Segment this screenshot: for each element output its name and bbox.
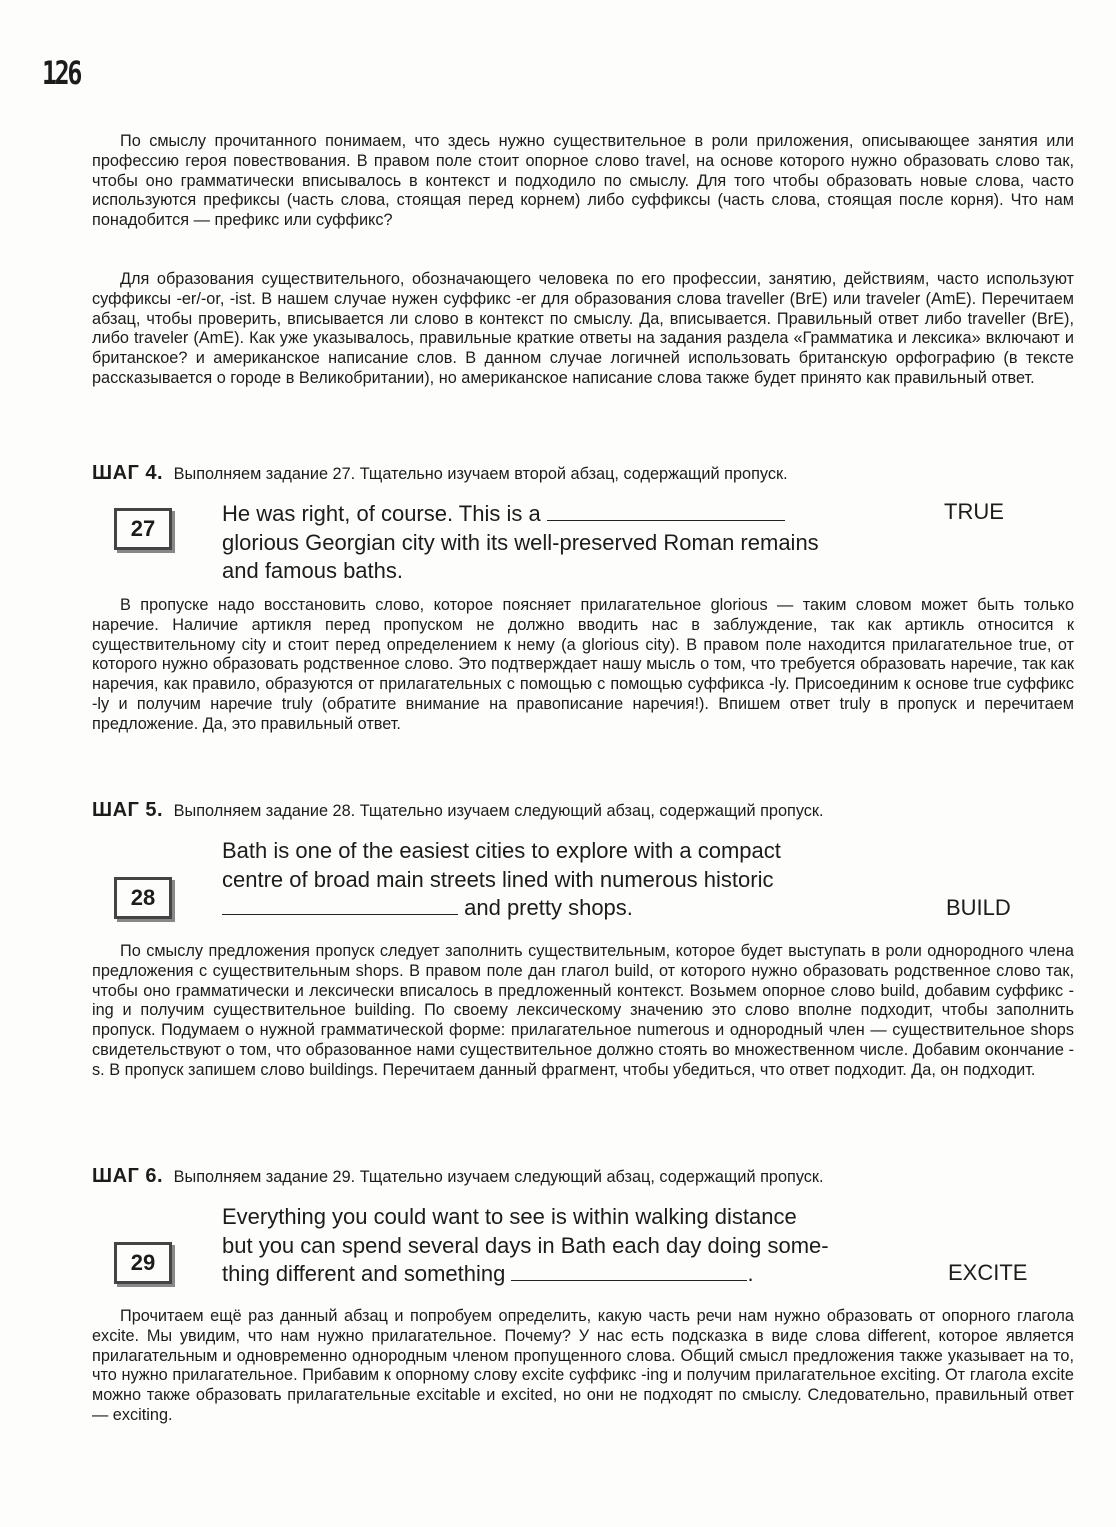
intro-paragraph-1: По смыслу прочитанного понимаем, что здесь нужно существительное в роли приложения, описывающее занятия или профессию героя повествования. В правом поле стоит опорное слово travel, на основе которого нужно образовать слово так, чтобы оно грамматически вписывалось в контекст и подходило по смыслу. Для того чтобы образовать новые слова, часто используются префиксы (часть слова, стоящая перед корнем) либо суффиксы (часть слова, стоящая после корня). Что нам понадобится — префикс или суффикс?	[92, 132, 1074, 230]
task-28-number: 28	[114, 877, 172, 919]
step-6-explanation: Прочитаем ещё раз данный абзац и попробуем определить, какую часть речи нам нужно образовать от опорного глагола excite. Мы увидим, что нам нужно прилагательное. Почему? У нас есть подсказка в виде слова different, которое является прилагательным и одновременно однородным членом пропущенного слова. Общий смысл предложения также указывает на то, что нужно прилагательное. Прибавим к опорному слову excite суффикс -ing и получим прилагательное exciting. От глагола excite можно также образовать прилагательные excitable и excited, но они не подходят по смыслу. Следовательно, правильный ответ — exciting.	[92, 1307, 1074, 1424]
step-4-explanation: В пропуске надо восстановить слово, которое поясняет прилагательное glorious — таким словом может быть только наречие. Наличие артикля перед пропуском не должно вводить нас в заблуждение, так как артикль относится к существительному city и стоит перед определением к нему (a glorious city). В правом поле находится прилагательное true, от которого нужно образовать родственное слово. Это подтверждает нашу мысль о том, что требуется образовать наречие, так как наречия, как правило, образуются от прилагательных с помощью с помощью суффикса -ly. Присоединим к основе true суффикс -ly и получим наречие truly (обратите внимание на правописание наречия!). Впишем ответ truly в пропуск и перечитаем предложение. Да, это правильный ответ.	[92, 596, 1074, 733]
step-6-label: ШАГ 6.	[92, 1165, 164, 1187]
task-28-line-3: and pretty shops.	[464, 895, 633, 920]
task-28-line-2: centre of broad main streets lined with numerous historic	[222, 866, 774, 892]
task-29-line-3: thing different and something	[222, 1261, 506, 1286]
task-27-line-1: He was right, of course. This is a	[222, 501, 541, 526]
step-5-explanation: По смыслу предложения пропуск следует заполнить существительным, которое будет выступать в роли однородного члена предложения с существительным shops. В правом поле дан глагол build, от которого нужно образовать родственное слово так, чтобы оно грамматически и лексически вписалось в предложенный контекст. Возьмем опорное слово build, добавим суффикс -ing и получим существительное building. По своему лексическому значению это слово вполне подходит, чтобы заполнить пропуск. Подумаем о нужной грамматической форме: прилагательное numerous и однородный член — существительное shops свидетельствуют о том, что образованное нами существительное должно стоять во множественном числе. Добавим окончание -s. В пропуск запишем слово buildings. Перечитаем данный фрагмент, чтобы убедиться, что ответ подходит. Да, он подходит.	[92, 942, 1074, 1079]
task-29-text	[222, 1203, 882, 1289]
task-27-line-2: glorious Georgian city with its well-preserved Roman remains	[222, 529, 819, 555]
step-4-heading	[92, 462, 1082, 485]
step-5-heading	[92, 799, 1082, 822]
task-29-blank	[511, 1262, 747, 1281]
page-number: 126	[42, 54, 81, 92]
task-29-line-2: but you can spend several days in Bath each day doing some-	[222, 1232, 829, 1258]
step-4-instruction: Выполняем задание 27. Тщательно изучаем второй абзац, содержащий пропуск.	[173, 465, 788, 483]
step-6-instruction: Выполняем задание 29. Тщательно изучаем следующий абзац, содержащий пропуск.	[173, 1168, 824, 1186]
intro-paragraph-2: Для образования существительного, обозначающего человека по его профессии, занятию, действиям, часто используют суффиксы -er/-or, -ist. В нашем случае нужен суффикс -er для образования слова traveller (BrE) или traveler (AmE). Перечитаем абзац, чтобы проверить, вписывается ли слово в контекст по смыслу. Да, вписывается. Правильный ответ либо traveller (BrE), либо traveler (AmE). Как уже указывалось, правильные краткие ответы на задания раздела «Грамматика и лексика» включают и британское? и американское написание слов. В данном случае логичней использовать британскую орфографию (в тексте рассказывается о городе в Великобритании), но американское написание слова также будет принято как правильный ответ.	[92, 270, 1074, 387]
task-29-number: 29	[114, 1242, 172, 1284]
task-27-number: 27	[114, 508, 172, 550]
task-29-line-1: Everything you could want to see is within walking distance	[222, 1204, 797, 1229]
step-6-heading	[92, 1165, 1082, 1188]
task-28-keyword: BUILD	[946, 895, 1011, 920]
task-29-keyword: EXCITE	[948, 1260, 1028, 1285]
step-4-label: ШАГ 4.	[92, 462, 164, 484]
task-27-line-3: and famous baths.	[222, 558, 404, 583]
task-27-blank	[547, 502, 785, 521]
step-5-label: ШАГ 5.	[92, 799, 164, 821]
task-29-line-3-end: .	[747, 1261, 754, 1286]
task-28-line-1: Bath is one of the easiest cities to explore with a compact	[222, 838, 781, 863]
task-28-text	[222, 837, 882, 923]
step-5-instruction: Выполняем задание 28. Тщательно изучаем следующий абзац, содержащий пропуск.	[173, 802, 824, 820]
task-27-keyword: TRUE	[944, 499, 1004, 524]
task-28-blank	[222, 896, 458, 915]
task-27-text	[222, 500, 882, 586]
